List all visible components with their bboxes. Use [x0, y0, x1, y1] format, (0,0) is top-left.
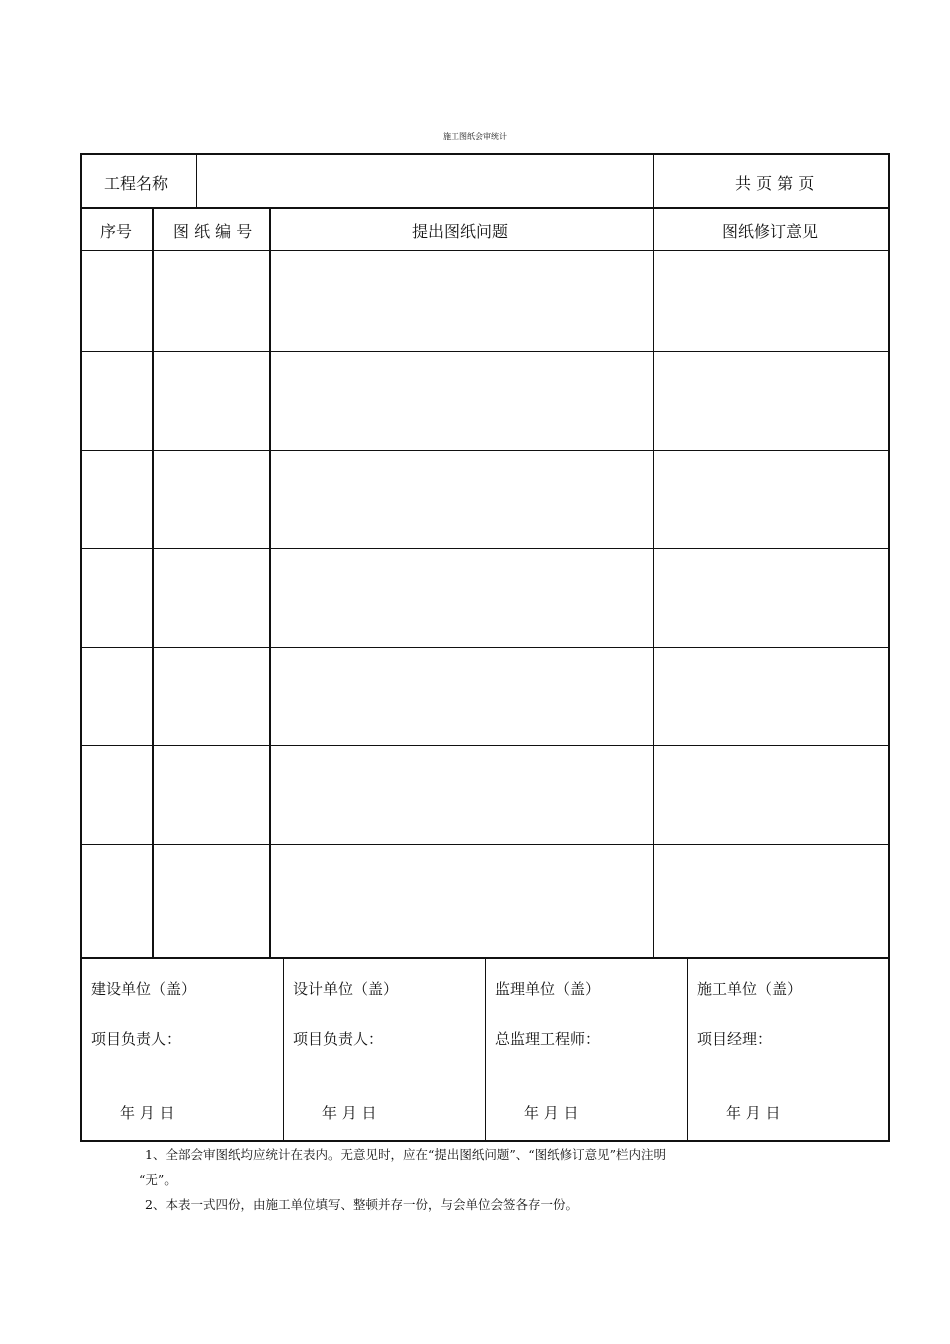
column-header-seq: 序号 [100, 222, 133, 241]
construction-unit-label: 施工单位（盖） [697, 980, 803, 998]
supervision-date-label: 年 月 日 [524, 1104, 579, 1122]
signature-col-divider [283, 958, 284, 1141]
construction-person-label: 项目经理： [697, 1030, 773, 1048]
row-divider [80, 351, 890, 352]
project-name-value[interactable] [210, 171, 640, 193]
row-divider [80, 450, 890, 451]
table-row[interactable] [82, 252, 888, 350]
note-line-2: 2、本表一式四份，由施工单位填写、整顿并存一份，与会单位会签各存一份。 [145, 1197, 578, 1212]
construction-date-label: 年 月 日 [726, 1104, 781, 1122]
note-line-1: 1、全部会审图纸均应统计在表内。无意见时，应在“提出图纸问题”、“图纸修订意见”栏内注明 [145, 1147, 667, 1162]
owner-person-label: 项目负责人： [91, 1030, 182, 1048]
table-row[interactable] [82, 353, 888, 449]
column-header-issue: 提出图纸问题 [412, 222, 509, 241]
project-name-label: 工程名称 [104, 174, 169, 193]
header-divider [80, 207, 890, 209]
signature-col-divider [485, 958, 486, 1141]
table-row[interactable] [82, 452, 888, 547]
column-header-revision: 图纸修订意见 [722, 222, 819, 241]
design-date-label: 年 月 日 [322, 1104, 377, 1122]
row-divider [80, 745, 890, 746]
design-unit-label: 设计单位（盖） [293, 980, 399, 998]
owner-date-label: 年 月 日 [120, 1104, 175, 1122]
note-line-1-continued: “无”。 [139, 1172, 177, 1187]
row-divider [80, 548, 890, 549]
page-counter: 共 页 第 页 [735, 174, 815, 193]
table-row[interactable] [82, 846, 888, 956]
table-row[interactable] [82, 550, 888, 646]
page-title: 施工图纸会审统计 [443, 132, 507, 141]
supervision-unit-label: 监理单位（盖） [495, 980, 601, 998]
owner-unit-label: 建设单位（盖） [91, 980, 197, 998]
header-col-divider [653, 153, 654, 208]
row-divider [80, 844, 890, 845]
row-divider [80, 647, 890, 648]
header-col-divider [196, 153, 197, 208]
column-header-divider [80, 250, 890, 251]
design-person-label: 项目负责人： [293, 1030, 384, 1048]
signature-col-divider [687, 958, 688, 1141]
table-row[interactable] [82, 747, 888, 843]
table-row[interactable] [82, 649, 888, 744]
column-header-drawing-no: 图 纸 编 号 [173, 222, 253, 241]
supervision-person-label: 总监理工程师： [495, 1030, 601, 1048]
